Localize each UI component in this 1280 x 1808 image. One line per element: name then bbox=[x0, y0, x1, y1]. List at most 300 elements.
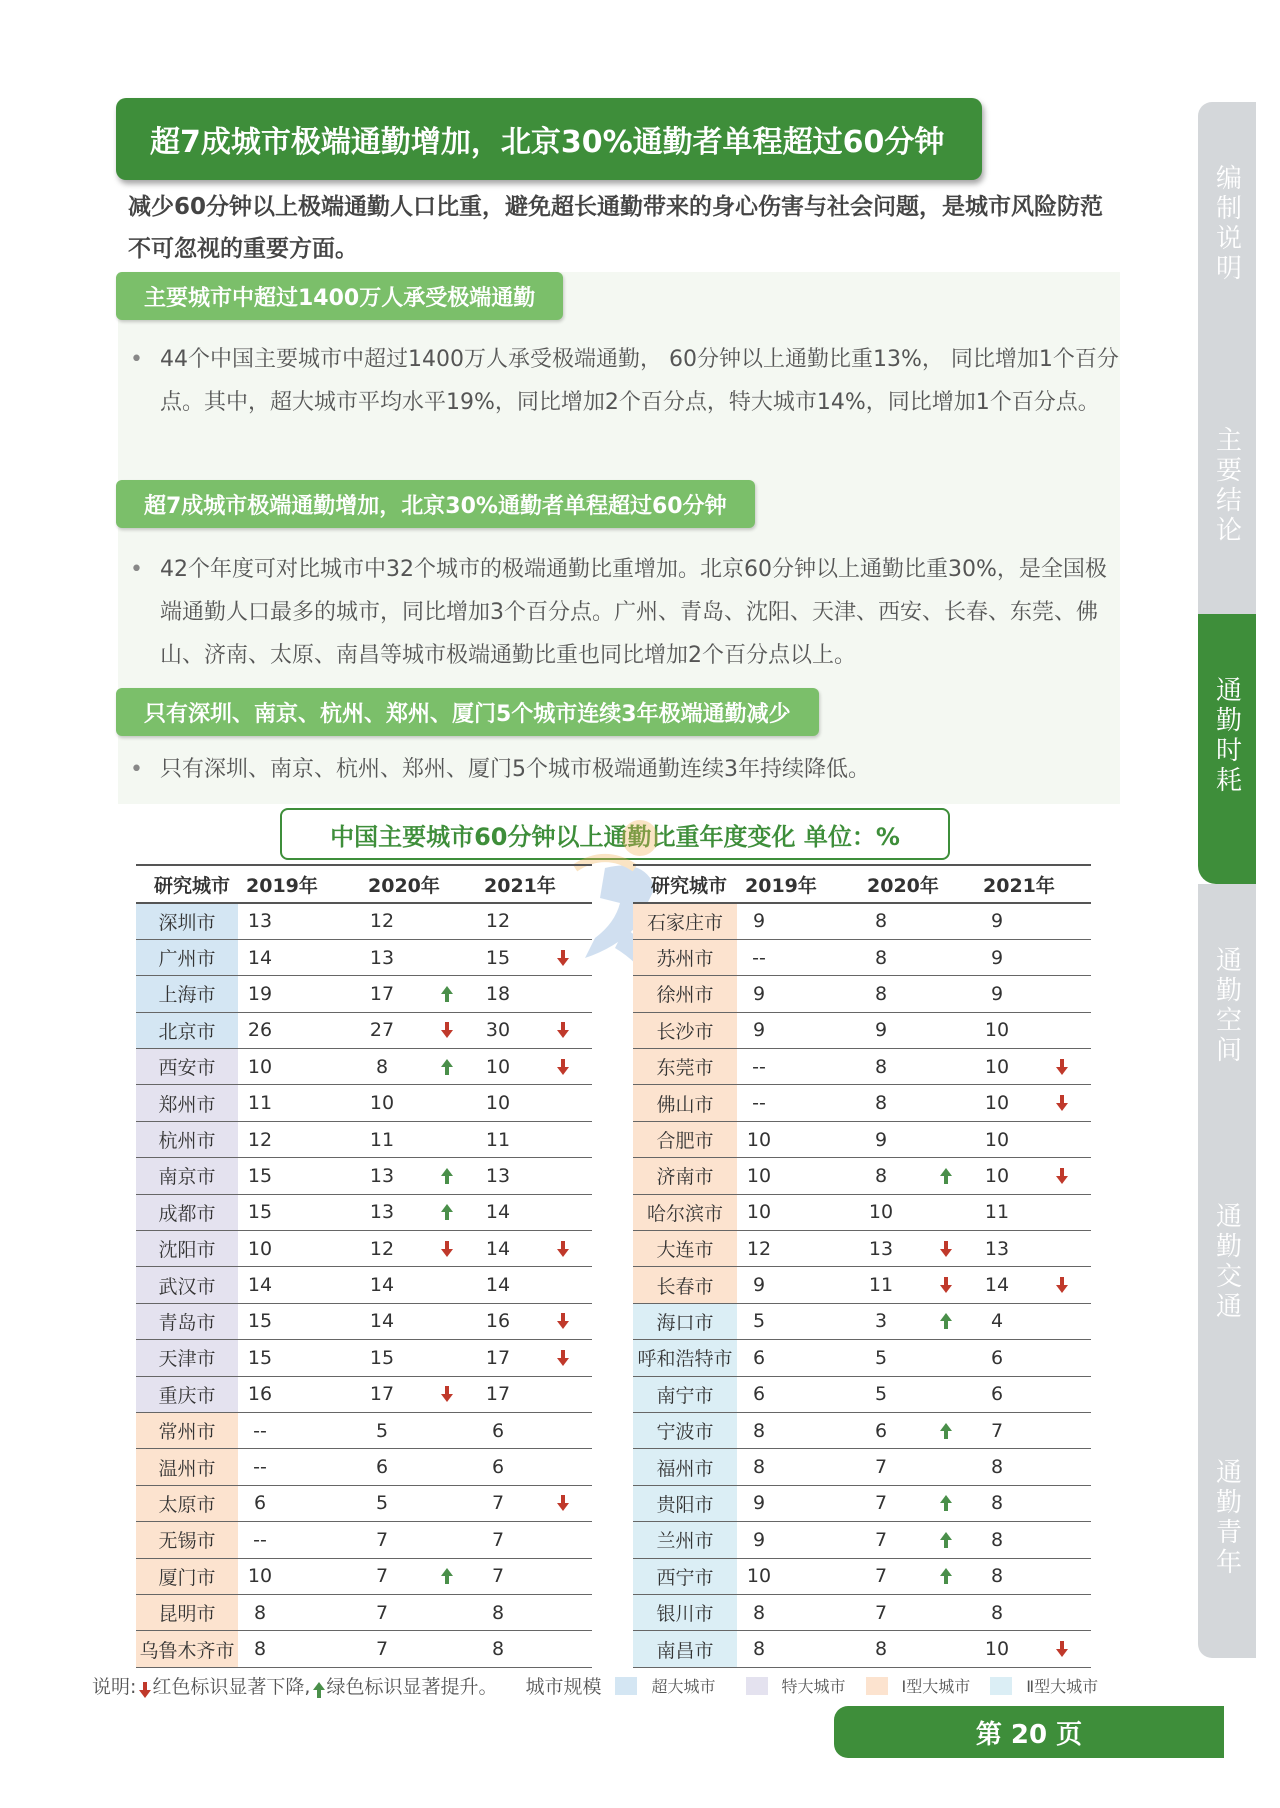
value-2019 bbox=[737, 1594, 837, 1630]
value-2021-text: 4 bbox=[990, 1310, 1004, 1333]
value-2020-text: 8 bbox=[874, 982, 888, 1005]
value-2020 bbox=[837, 1049, 953, 1085]
value-2021 bbox=[454, 1340, 592, 1376]
table-row bbox=[136, 1631, 592, 1667]
value-2020-text: 7 bbox=[375, 1601, 389, 1624]
arrow-down-icon bbox=[556, 1058, 570, 1072]
city-name: 银川市 bbox=[633, 1594, 737, 1630]
value-2020-text: 7 bbox=[874, 1528, 888, 1551]
value-2020 bbox=[837, 1303, 953, 1339]
value-2020 bbox=[837, 1085, 953, 1121]
city-name: 济南市 bbox=[633, 1158, 737, 1194]
value-2020-text: 8 bbox=[874, 1055, 888, 1078]
value-2021-text: 6 bbox=[491, 1456, 505, 1479]
arrow-up-icon bbox=[939, 1422, 953, 1436]
value-2019-text: 8 bbox=[253, 1601, 267, 1624]
city-name: 南昌市 bbox=[633, 1631, 737, 1667]
value-2021 bbox=[953, 1267, 1091, 1303]
value-2020-text: 8 bbox=[874, 946, 888, 969]
city-table-right bbox=[633, 864, 1091, 1668]
arrow-up-icon bbox=[440, 1567, 454, 1581]
city-name: 苏州市 bbox=[633, 939, 737, 975]
header-city: 研究城市 bbox=[136, 865, 238, 903]
side-tab-kongjian[interactable] bbox=[1198, 884, 1256, 1140]
value-2019 bbox=[238, 1485, 338, 1521]
value-2020 bbox=[338, 1412, 454, 1448]
value-2020-text: 5 bbox=[874, 1383, 888, 1406]
value-2021-text: 10 bbox=[984, 1128, 1010, 1151]
city-name: 长春市 bbox=[633, 1267, 737, 1303]
value-2020 bbox=[338, 1049, 454, 1085]
value-2019 bbox=[238, 1522, 338, 1558]
value-2021-text: 10 bbox=[984, 1638, 1010, 1660]
city-name: 太原市 bbox=[136, 1485, 238, 1521]
value-2021 bbox=[454, 1558, 592, 1594]
bullet-2 bbox=[130, 548, 1120, 677]
value-2019 bbox=[737, 1558, 837, 1594]
value-2021-text: 8 bbox=[990, 1528, 1004, 1551]
value-2019 bbox=[737, 903, 837, 939]
city-name: 哈尔滨市 bbox=[633, 1194, 737, 1230]
value-2020-text: 9 bbox=[874, 1128, 888, 1151]
legend-swatch bbox=[615, 1677, 637, 1695]
value-2019 bbox=[238, 1449, 338, 1485]
value-2020-text: 7 bbox=[375, 1638, 389, 1660]
value-2020-text: 17 bbox=[369, 1383, 395, 1406]
table-row bbox=[136, 1049, 592, 1085]
value-2020 bbox=[338, 1012, 454, 1048]
value-2021 bbox=[953, 1340, 1091, 1376]
bullet-dot: • bbox=[130, 347, 143, 372]
value-2019 bbox=[238, 1631, 338, 1667]
table-row bbox=[633, 1631, 1091, 1667]
value-2020 bbox=[338, 1231, 454, 1267]
legend-label: 超大城市 bbox=[651, 1677, 716, 1696]
value-2021-text: 14 bbox=[485, 1201, 511, 1224]
value-2021-text: 11 bbox=[485, 1128, 511, 1151]
value-2019-text: 10 bbox=[247, 1565, 273, 1588]
value-2020-text: 15 bbox=[369, 1346, 395, 1369]
value-2019-text: 6 bbox=[253, 1492, 267, 1515]
side-tab-label: 通勤空间 bbox=[1211, 946, 1242, 1066]
table-row bbox=[136, 1012, 592, 1048]
city-name: 厦门市 bbox=[136, 1558, 238, 1594]
table-row bbox=[136, 1340, 592, 1376]
value-2020 bbox=[837, 1485, 953, 1521]
section-tag-2: 超7成城市极端通勤增加，北京30%通勤者单程超过60分钟 bbox=[116, 480, 755, 528]
value-2020 bbox=[837, 1376, 953, 1412]
value-2019-text: 10 bbox=[746, 1128, 772, 1151]
value-2021-text: 11 bbox=[984, 1201, 1010, 1224]
value-2021 bbox=[953, 1231, 1091, 1267]
value-2021 bbox=[953, 1522, 1091, 1558]
value-2020 bbox=[338, 1121, 454, 1157]
value-2021-text: 6 bbox=[491, 1419, 505, 1442]
value-2019 bbox=[238, 1376, 338, 1412]
value-2019-text: 26 bbox=[247, 1019, 273, 1042]
value-2021-text: 15 bbox=[485, 946, 511, 969]
arrow-down-icon bbox=[556, 949, 570, 963]
city-name: 西安市 bbox=[136, 1049, 238, 1085]
value-2021 bbox=[454, 1449, 592, 1485]
value-2020-text: 5 bbox=[375, 1419, 389, 1442]
value-2020-text: 17 bbox=[369, 982, 395, 1005]
table-row bbox=[136, 1558, 592, 1594]
value-2021-text: 7 bbox=[491, 1492, 505, 1515]
side-tab-label: 通勤交通 bbox=[1211, 1202, 1242, 1322]
table-row bbox=[633, 1158, 1091, 1194]
value-2021 bbox=[953, 1631, 1091, 1667]
city-name: 南宁市 bbox=[633, 1376, 737, 1412]
table-row bbox=[136, 939, 592, 975]
value-2020 bbox=[338, 1340, 454, 1376]
value-2021 bbox=[454, 1049, 592, 1085]
value-2020 bbox=[837, 1558, 953, 1594]
value-2019-text: 10 bbox=[746, 1164, 772, 1187]
value-2019-text: 8 bbox=[752, 1456, 766, 1479]
value-2020 bbox=[837, 1449, 953, 1485]
value-2020-text: 3 bbox=[874, 1310, 888, 1333]
value-2019-text: 9 bbox=[752, 982, 766, 1005]
value-2020 bbox=[837, 1412, 953, 1448]
value-2021 bbox=[454, 1085, 592, 1121]
value-2021-text: 8 bbox=[990, 1492, 1004, 1515]
value-2021 bbox=[454, 1522, 592, 1558]
arrow-down-icon bbox=[440, 1385, 454, 1399]
side-tab-label: 通勤青年 bbox=[1211, 1458, 1242, 1578]
value-2021 bbox=[454, 1631, 592, 1667]
table-row bbox=[136, 1085, 592, 1121]
value-2019-text: 10 bbox=[746, 1201, 772, 1224]
arrow-down-icon bbox=[1055, 1058, 1069, 1072]
table-note bbox=[92, 1672, 1098, 1699]
value-2019 bbox=[737, 1340, 837, 1376]
arrow-down-icon bbox=[440, 1240, 454, 1254]
arrow-up-icon bbox=[939, 1312, 953, 1326]
table-row bbox=[633, 1085, 1091, 1121]
value-2020 bbox=[338, 1303, 454, 1339]
value-2021-text: 16 bbox=[485, 1310, 511, 1333]
value-2021 bbox=[454, 1012, 592, 1048]
value-2019-text: 14 bbox=[247, 1274, 273, 1297]
value-2019-text: -- bbox=[752, 946, 766, 969]
value-2020 bbox=[837, 1267, 953, 1303]
table-row bbox=[633, 1049, 1091, 1085]
page-title bbox=[116, 98, 982, 180]
table-row bbox=[633, 1594, 1091, 1630]
value-2021-text: 6 bbox=[990, 1346, 1004, 1369]
value-2020 bbox=[338, 1449, 454, 1485]
value-2019-text: 8 bbox=[752, 1601, 766, 1624]
value-2021 bbox=[953, 1085, 1091, 1121]
value-2021-text: 6 bbox=[990, 1383, 1004, 1406]
value-2020 bbox=[338, 1558, 454, 1594]
table-row bbox=[136, 1303, 592, 1339]
value-2019 bbox=[238, 1340, 338, 1376]
value-2021-text: 13 bbox=[485, 1164, 511, 1187]
city-name: 北京市 bbox=[136, 1012, 238, 1048]
arrow-up-icon bbox=[939, 1494, 953, 1508]
side-tab-bianzhi[interactable] bbox=[1198, 102, 1256, 364]
city-name: 大连市 bbox=[633, 1231, 737, 1267]
arrow-up-icon bbox=[939, 1567, 953, 1581]
value-2020-text: 7 bbox=[375, 1565, 389, 1588]
value-2021-text: 10 bbox=[984, 1092, 1010, 1115]
value-2019-text: 10 bbox=[247, 1055, 273, 1078]
page-number: 第 20 页 bbox=[834, 1706, 1224, 1758]
value-2019 bbox=[737, 1158, 837, 1194]
arrow-down-icon bbox=[440, 1021, 454, 1035]
value-2021-text: 8 bbox=[990, 1456, 1004, 1479]
legend-swatch bbox=[746, 1677, 768, 1695]
value-2019 bbox=[238, 1121, 338, 1157]
table-row bbox=[633, 1340, 1091, 1376]
city-name: 福州市 bbox=[633, 1449, 737, 1485]
table-row bbox=[633, 1485, 1091, 1521]
value-2021-text: 17 bbox=[485, 1346, 511, 1369]
value-2020-text: 12 bbox=[369, 1237, 395, 1260]
table-row bbox=[136, 1158, 592, 1194]
value-2020 bbox=[338, 1376, 454, 1412]
city-name: 昆明市 bbox=[136, 1594, 238, 1630]
value-2019 bbox=[737, 1449, 837, 1485]
table-header-row bbox=[633, 865, 1091, 903]
value-2019 bbox=[737, 1412, 837, 1448]
value-2019-text: 8 bbox=[752, 1638, 766, 1660]
value-2020-text: 7 bbox=[375, 1528, 389, 1551]
value-2020 bbox=[837, 1158, 953, 1194]
value-2019-text: 14 bbox=[247, 946, 273, 969]
value-2021-text: 8 bbox=[990, 1601, 1004, 1624]
table-row bbox=[633, 1303, 1091, 1339]
value-2019-text: 15 bbox=[247, 1346, 273, 1369]
side-tab-label: 通勤时耗 bbox=[1211, 676, 1242, 796]
legend-label: Ⅱ型大城市 bbox=[1026, 1677, 1099, 1696]
legend-big2 bbox=[990, 1674, 1098, 1697]
page-title-text: 超7成城市极端通勤增加，北京30%通勤者单程超过60分钟 bbox=[150, 125, 945, 160]
value-2021 bbox=[953, 976, 1091, 1012]
legend-super bbox=[615, 1674, 715, 1697]
bullet-text: 只有深圳、南京、杭州、郑州、厦门5个城市极端通勤连续3年持续降低。 bbox=[160, 757, 870, 782]
value-2019 bbox=[238, 976, 338, 1012]
value-2019-text: 8 bbox=[752, 1419, 766, 1442]
table-row bbox=[136, 1376, 592, 1412]
value-2021-text: 8 bbox=[990, 1565, 1004, 1588]
value-2019 bbox=[238, 1303, 338, 1339]
table-row bbox=[633, 1012, 1091, 1048]
value-2021-text: 14 bbox=[485, 1274, 511, 1297]
arrow-down-icon bbox=[556, 1240, 570, 1254]
value-2020-text: 5 bbox=[375, 1492, 389, 1515]
value-2020-text: 9 bbox=[874, 1019, 888, 1042]
value-2020 bbox=[837, 1231, 953, 1267]
arrow-down-icon bbox=[556, 1021, 570, 1035]
value-2020 bbox=[338, 1194, 454, 1230]
value-2019 bbox=[737, 1194, 837, 1230]
value-2020-text: 7 bbox=[874, 1601, 888, 1624]
value-2020-text: 14 bbox=[369, 1310, 395, 1333]
table-row bbox=[136, 1412, 592, 1448]
arrow-up-icon bbox=[939, 1167, 953, 1181]
value-2019 bbox=[238, 1194, 338, 1230]
value-2021-text: 17 bbox=[485, 1383, 511, 1406]
city-name: 宁波市 bbox=[633, 1412, 737, 1448]
value-2019 bbox=[238, 1594, 338, 1630]
value-2019 bbox=[737, 939, 837, 975]
arrow-down-icon bbox=[939, 1240, 953, 1254]
value-2020-text: 5 bbox=[874, 1346, 888, 1369]
header-2019: 2019年 bbox=[238, 865, 338, 903]
value-2020 bbox=[837, 1631, 953, 1667]
city-name: 海口市 bbox=[633, 1303, 737, 1339]
legend-label: Ⅰ型大城市 bbox=[901, 1677, 971, 1696]
value-2021 bbox=[953, 1558, 1091, 1594]
legend-swatch bbox=[990, 1677, 1012, 1695]
value-2019 bbox=[737, 1121, 837, 1157]
city-name: 合肥市 bbox=[633, 1121, 737, 1157]
table-row bbox=[136, 1522, 592, 1558]
value-2019-text: 13 bbox=[247, 910, 273, 933]
bullet-1 bbox=[130, 338, 1120, 424]
arrow-up-icon bbox=[312, 1681, 326, 1695]
arrow-down-icon bbox=[556, 1494, 570, 1508]
city-name: 重庆市 bbox=[136, 1376, 238, 1412]
value-2021 bbox=[953, 1594, 1091, 1630]
value-2021-text: 8 bbox=[491, 1601, 505, 1624]
value-2020 bbox=[837, 1121, 953, 1157]
value-2020 bbox=[837, 976, 953, 1012]
value-2021-text: 10 bbox=[984, 1055, 1010, 1078]
value-2021 bbox=[454, 976, 592, 1012]
value-2020-text: 10 bbox=[369, 1092, 395, 1115]
value-2019 bbox=[737, 1231, 837, 1267]
value-2020 bbox=[837, 1012, 953, 1048]
value-2019-text: 6 bbox=[752, 1346, 766, 1369]
header-2021: 2021年 bbox=[953, 865, 1091, 903]
table-row bbox=[136, 1121, 592, 1157]
city-name: 无锡市 bbox=[136, 1522, 238, 1558]
legend-label: 特大城市 bbox=[781, 1677, 846, 1696]
value-2019-text: 9 bbox=[752, 1492, 766, 1515]
value-2019 bbox=[737, 1631, 837, 1667]
table-row bbox=[136, 1194, 592, 1230]
value-2019 bbox=[238, 1158, 338, 1194]
value-2019 bbox=[737, 1085, 837, 1121]
side-tab-shihao[interactable] bbox=[1198, 614, 1256, 884]
value-2020-text: 14 bbox=[369, 1274, 395, 1297]
bullet-dot: • bbox=[130, 757, 143, 782]
city-name: 西宁市 bbox=[633, 1558, 737, 1594]
value-2019 bbox=[238, 1231, 338, 1267]
value-2019-text: 10 bbox=[247, 1237, 273, 1260]
table-row bbox=[136, 1267, 592, 1303]
value-2021 bbox=[953, 1449, 1091, 1485]
table-row bbox=[136, 1449, 592, 1485]
value-2020-text: 8 bbox=[375, 1055, 389, 1078]
table-row bbox=[136, 1485, 592, 1521]
value-2019 bbox=[238, 1558, 338, 1594]
table-row bbox=[633, 976, 1091, 1012]
value-2020-text: 13 bbox=[868, 1237, 894, 1260]
value-2020 bbox=[338, 1267, 454, 1303]
side-tab-label: 主要结论 bbox=[1211, 426, 1242, 546]
city-name: 乌鲁木齐市 bbox=[136, 1631, 238, 1667]
bullet-text: 44个中国主要城市中超过1400万人承受极端通勤， 60分钟以上通勤比重13%， 同比增加1个百分点。其中，超大城市平均水平19%，同比增加2个百分点，特大城市14%，同比增加1个百分点。 bbox=[160, 347, 1119, 415]
value-2021 bbox=[953, 903, 1091, 939]
value-2020 bbox=[338, 976, 454, 1012]
value-2019 bbox=[238, 1085, 338, 1121]
arrow-up-icon bbox=[440, 985, 454, 999]
note-scale-label: 城市规模 bbox=[525, 1676, 602, 1698]
city-name: 武汉市 bbox=[136, 1267, 238, 1303]
value-2020-text: 13 bbox=[369, 1201, 395, 1224]
value-2021-text: 7 bbox=[990, 1419, 1004, 1442]
value-2021 bbox=[953, 1376, 1091, 1412]
arrow-up-icon bbox=[440, 1058, 454, 1072]
side-tab-jiaotong[interactable] bbox=[1198, 1140, 1256, 1396]
city-name: 郑州市 bbox=[136, 1085, 238, 1121]
value-2019 bbox=[238, 1267, 338, 1303]
table-row bbox=[633, 1194, 1091, 1230]
side-tab-jielun[interactable] bbox=[1198, 364, 1256, 614]
value-2019 bbox=[238, 1412, 338, 1448]
value-2019-text: -- bbox=[752, 1055, 766, 1078]
value-2021-text: 9 bbox=[990, 946, 1004, 969]
table-row bbox=[633, 1449, 1091, 1485]
value-2020 bbox=[338, 1522, 454, 1558]
value-2020 bbox=[338, 1485, 454, 1521]
arrow-down-icon bbox=[556, 1349, 570, 1363]
value-2021-text: 7 bbox=[491, 1528, 505, 1551]
value-2021 bbox=[953, 1303, 1091, 1339]
value-2019-text: 9 bbox=[752, 910, 766, 933]
value-2019 bbox=[737, 1303, 837, 1339]
value-2019-text: 9 bbox=[752, 1528, 766, 1551]
note-prefix: 说明: bbox=[92, 1676, 137, 1698]
bullet-text: 42个年度可对比城市中32个城市的极端通勤比重增加。北京60分钟以上通勤比重30%，是全国极端通勤人口最多的城市，同比增加3个百分点。广州、青岛、沈阳、天津、西安、长春、东莞、佛山、济南、太原、南昌等城市极端通勤比重也同比增加2个百分点以上。 bbox=[160, 557, 1107, 668]
value-2019-text: 10 bbox=[746, 1565, 772, 1588]
value-2020 bbox=[338, 1085, 454, 1121]
table-row bbox=[136, 976, 592, 1012]
city-name: 上海市 bbox=[136, 976, 238, 1012]
city-name: 长沙市 bbox=[633, 1012, 737, 1048]
city-name: 青岛市 bbox=[136, 1303, 238, 1339]
value-2019 bbox=[737, 976, 837, 1012]
value-2021 bbox=[454, 1485, 592, 1521]
side-tab-label: 编制说明 bbox=[1211, 164, 1242, 284]
value-2021 bbox=[454, 1412, 592, 1448]
side-tab-qingnian[interactable] bbox=[1198, 1396, 1256, 1658]
bullet-3 bbox=[130, 748, 1120, 791]
value-2020 bbox=[837, 1194, 953, 1230]
city-name: 兰州市 bbox=[633, 1522, 737, 1558]
value-2021 bbox=[454, 1194, 592, 1230]
value-2021-text: 10 bbox=[485, 1092, 511, 1115]
value-2021-text: 9 bbox=[990, 982, 1004, 1005]
value-2021-text: 13 bbox=[984, 1237, 1010, 1260]
table-row bbox=[633, 1376, 1091, 1412]
value-2019-text: -- bbox=[253, 1456, 267, 1479]
table-row bbox=[136, 1231, 592, 1267]
value-2021-text: 30 bbox=[485, 1019, 511, 1042]
section-tag-1: 主要城市中超过1400万人承受极端通勤 bbox=[116, 272, 563, 320]
value-2021 bbox=[953, 1049, 1091, 1085]
value-2020 bbox=[837, 1594, 953, 1630]
value-2021 bbox=[454, 939, 592, 975]
value-2021 bbox=[953, 1121, 1091, 1157]
value-2019-text: 8 bbox=[253, 1638, 267, 1660]
value-2019-text: 6 bbox=[752, 1383, 766, 1406]
